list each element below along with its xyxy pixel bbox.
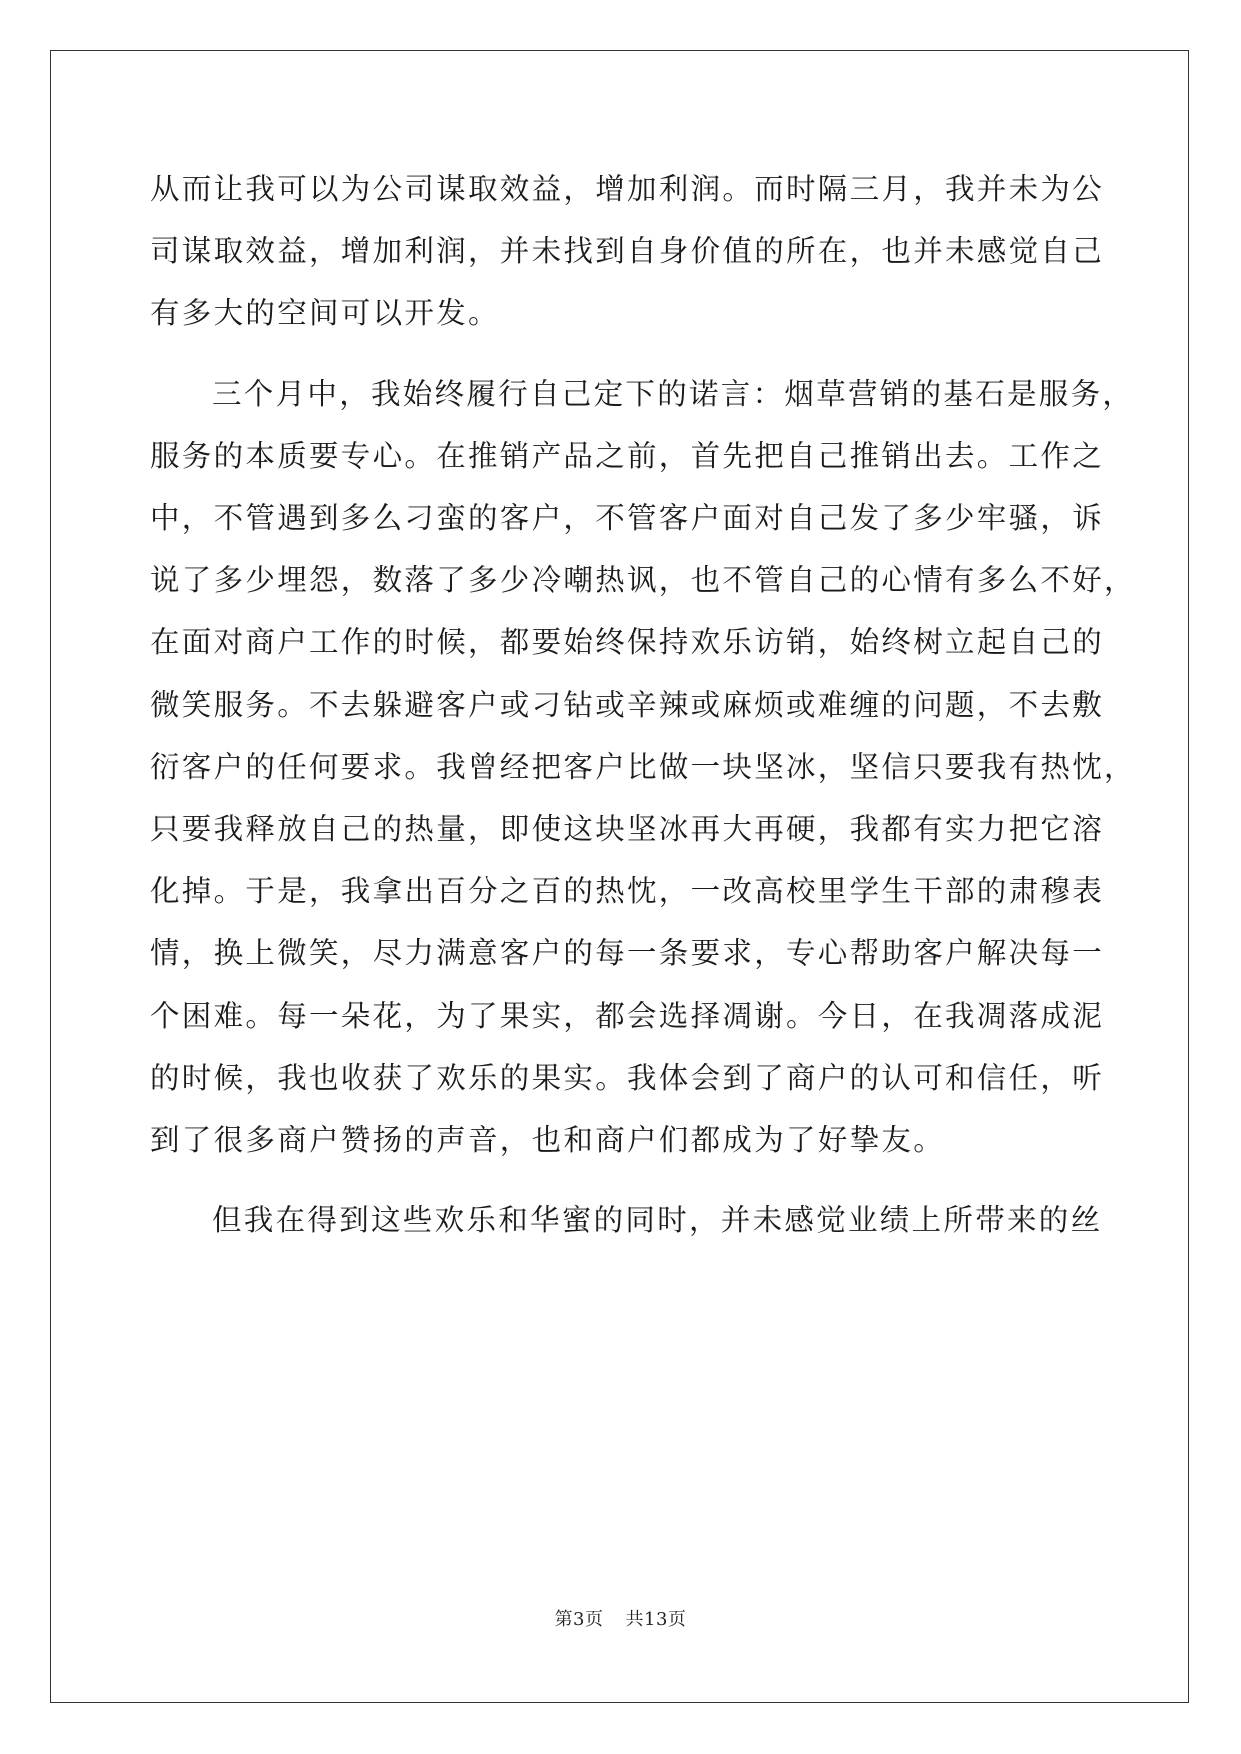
text-line: 到了很多商户赞扬的声音，也和商户们都成为了好挚友。 (150, 1123, 946, 1158)
text-line: 只要我释放自己的热量，即使这块坚冰再大再硬，我都有实力把它溶 (150, 812, 1105, 847)
text-line: 微笑服务。不去躲避客户或刁钻或辛辣或麻烦或难缠的问题，不去敷 (150, 687, 1105, 722)
text-line: 情，换上微笑，尽力满意客户的每一条要求，专心帮助客户解决每一 (150, 936, 1105, 971)
text-line: 司谋取效益，增加利润，并未找到自身价值的所在，也并未感觉自己 (150, 234, 1105, 269)
paragraph-2 (150, 363, 1136, 1172)
text-line: 三个月中，我始终履行自己定下的诺言：烟草营销的基石是服务， (212, 376, 1135, 411)
text-line: 中，不管遇到多么刁蛮的客户，不管客户面对自己发了多少牢骚，诉 (150, 501, 1105, 536)
text-line: 但我在得到这些欢乐和华蜜的同时，并未感觉业绩上所带来的丝 (212, 1203, 1103, 1238)
text-line: 服务的本质要专心。在推销产品之前，首先把自己推销出去。工作之 (150, 438, 1105, 473)
total-pages: 共13页 (625, 1609, 687, 1630)
paragraph-1 (150, 158, 1105, 345)
text-line: 化掉。于是，我拿出百分之百的热忱，一改高校里学生干部的肃穆表 (150, 874, 1105, 909)
text-line: 的时候，我也收获了欢乐的果实。我体会到了商户的认可和信任，听 (150, 1060, 1105, 1095)
text-line: 衍客户的任何要求。我曾经把客户比做一块坚冰，坚信只要我有热忱， (150, 749, 1136, 784)
text-line: 个困难。每一朵花，为了果实，都会选择凋谢。今日，在我凋落成泥 (150, 998, 1105, 1033)
page-number: 第3页 (554, 1609, 604, 1630)
text-line: 有多大的空间可以开发。 (150, 296, 500, 331)
text-line: 在面对商户工作的时候，都要始终保持欢乐访销，始终树立起自己的 (150, 625, 1105, 660)
text-line: 从而让我可以为公司谋取效益，增加利润。而时隔三月，我并未为公 (150, 172, 1105, 206)
page-footer (0, 1605, 1241, 1631)
document-body (150, 158, 1136, 1269)
text-line: 说了多少埋怨，数落了多少冷嘲热讽，也不管自己的心情有多么不好， (150, 563, 1136, 598)
paragraph-3 (150, 1189, 1103, 1251)
